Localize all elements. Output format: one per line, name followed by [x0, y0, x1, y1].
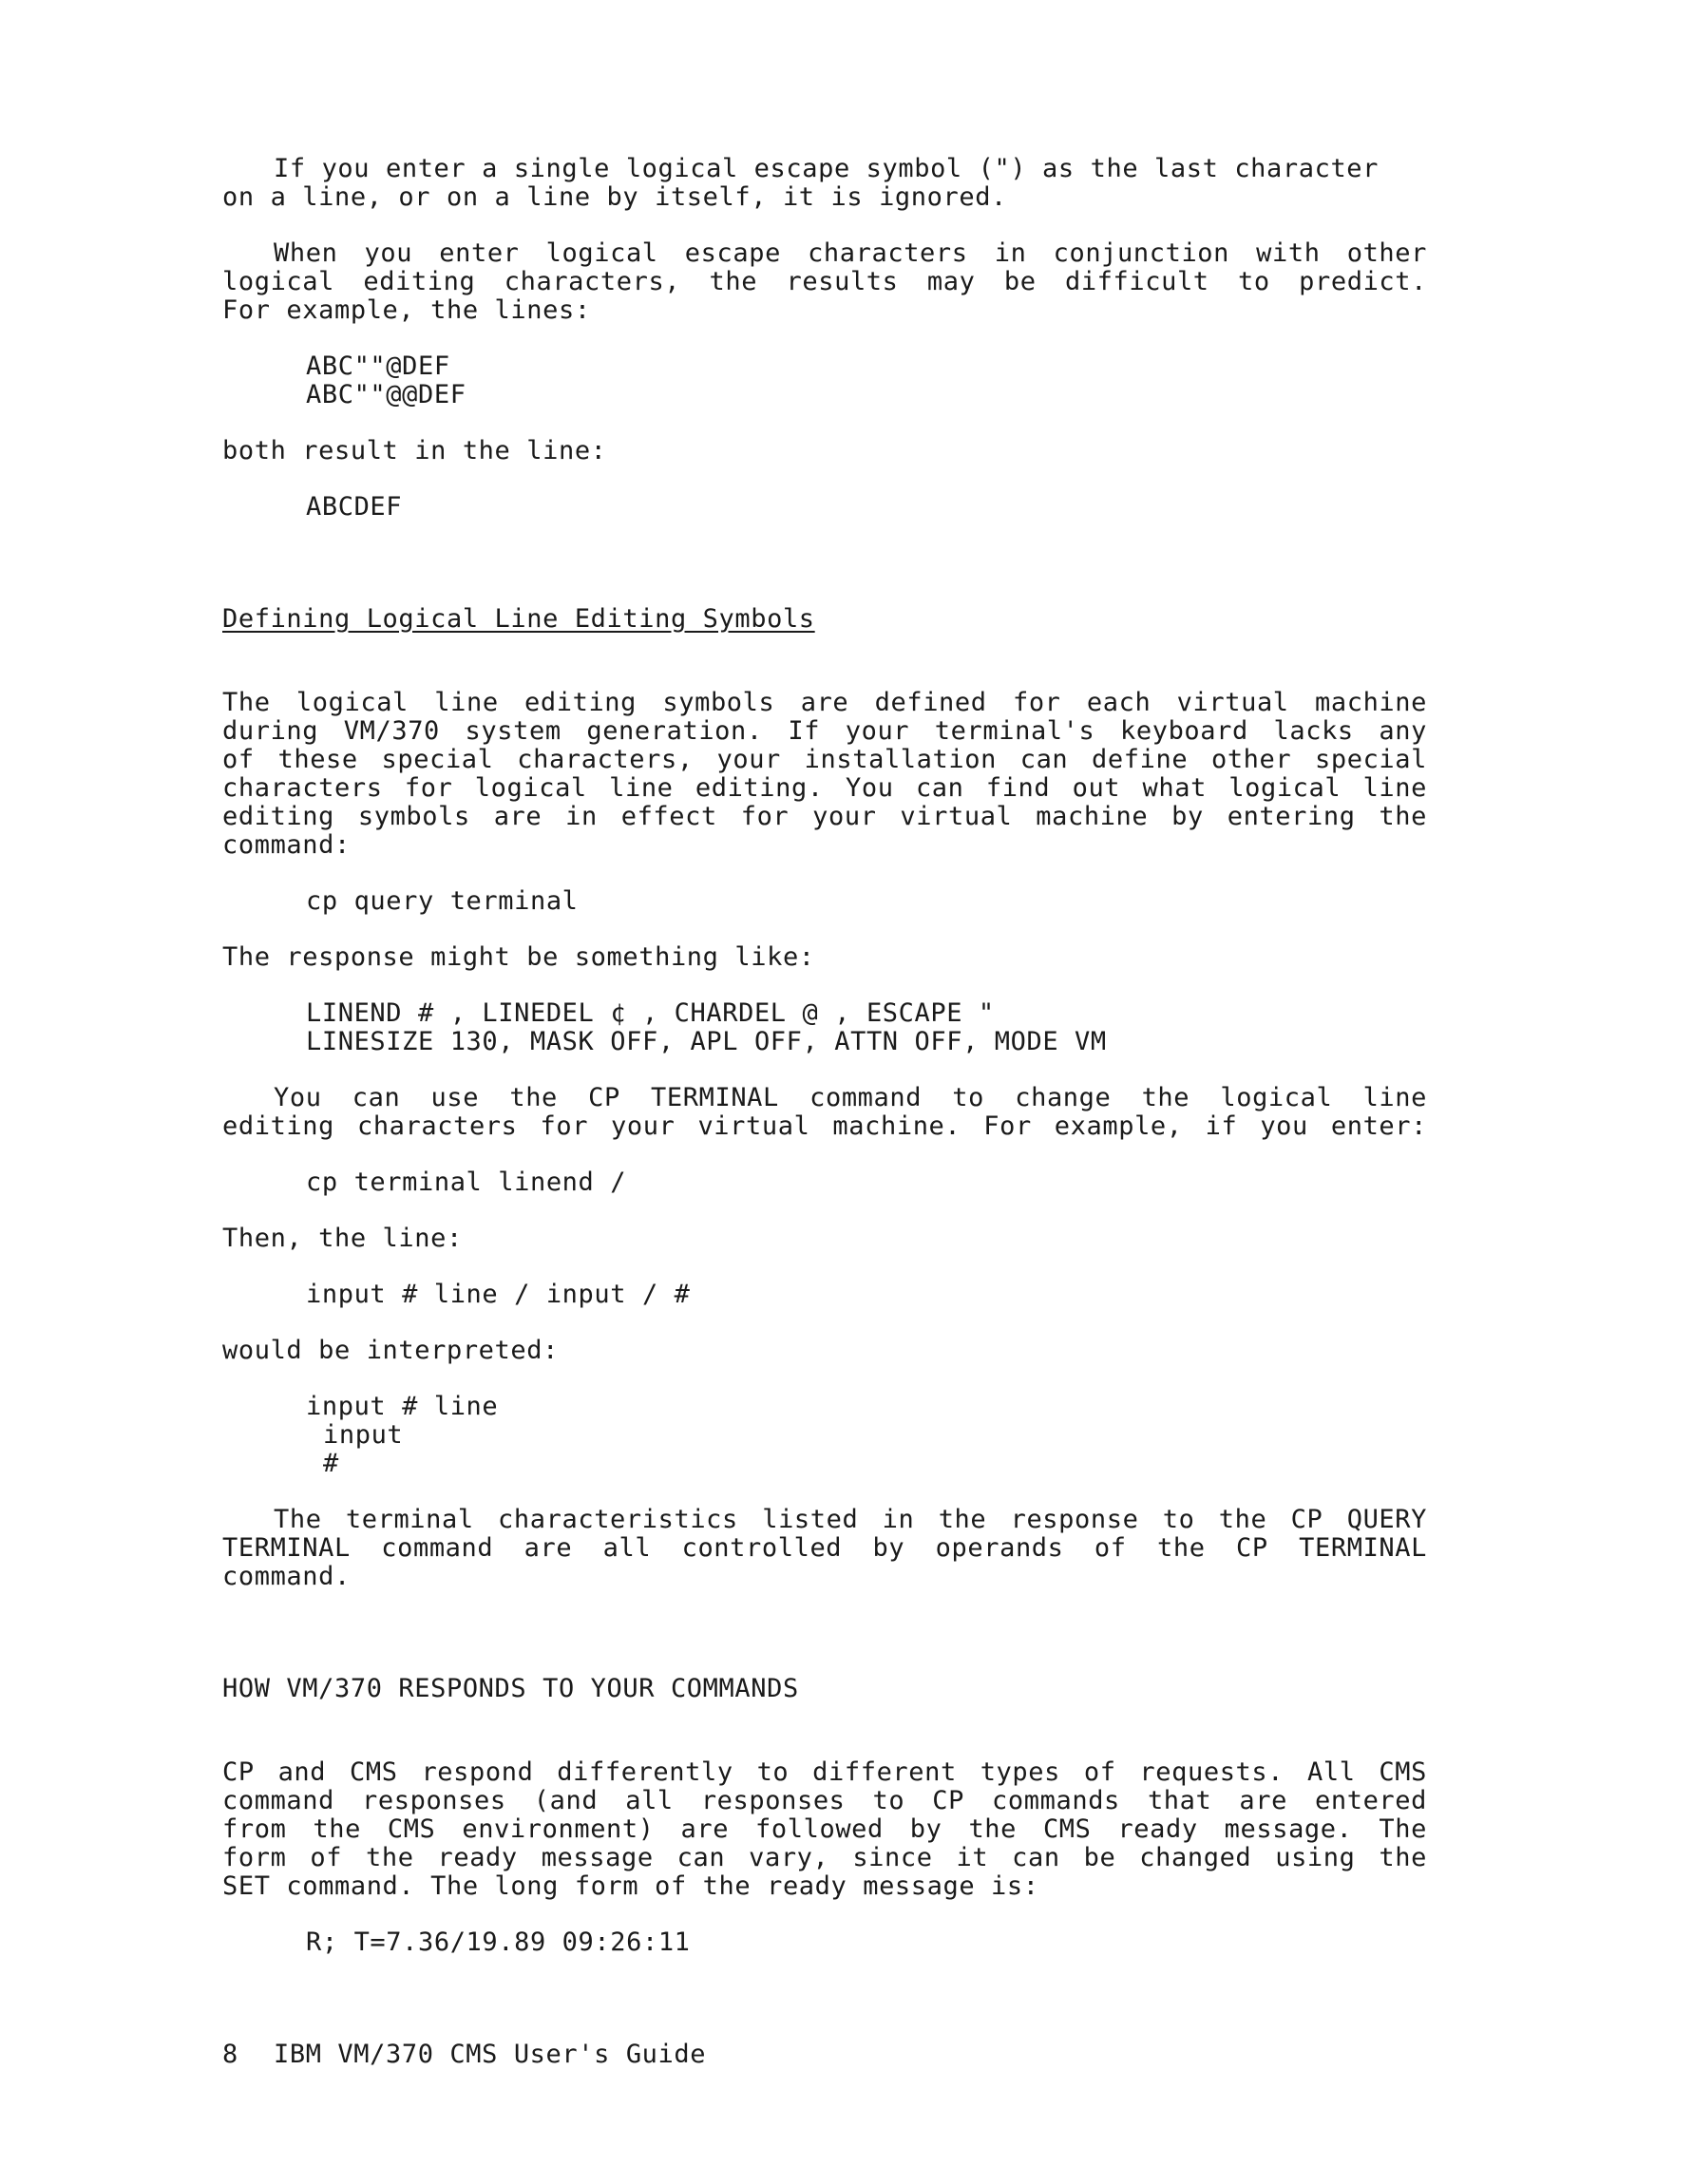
- body-text: on a line, or on a line by itself, it is ignored.: [222, 182, 1007, 212]
- body-text: For example, the lines:: [222, 295, 591, 325]
- code-example: input # line / input / #: [306, 1280, 691, 1309]
- body-text: Then, the line:: [222, 1224, 463, 1253]
- body-text: When you enter logical escape characters in conjunction with other: [274, 238, 1427, 268]
- code-example: ABC""@DEF: [306, 351, 450, 381]
- code-example: R; T=7.36/19.89 09:26:11: [306, 1928, 691, 1957]
- footer-title: IBM VM/370 CMS User's Guide: [274, 2040, 707, 2069]
- section-heading: HOW VM/370 RESPONDS TO YOUR COMMANDS: [222, 1674, 799, 1703]
- code-example: cp terminal linend /: [306, 1168, 627, 1197]
- body-text: The terminal characteristics listed in the response to the CP QUERY: [274, 1505, 1427, 1534]
- body-text: command.: [222, 1562, 351, 1591]
- body-text: The response might be something like:: [222, 942, 815, 972]
- code-example: #: [323, 1449, 339, 1478]
- section-heading: Defining Logical Line Editing Symbols: [222, 604, 815, 634]
- body-text: form of the ready message can vary, since it can be changed using the: [222, 1843, 1427, 1872]
- code-example: input: [323, 1420, 404, 1450]
- code-example: input # line: [306, 1392, 499, 1421]
- code-example: ABC""@@DEF: [306, 380, 466, 409]
- body-text: editing symbols are in effect for your virtual machine by entering the: [222, 802, 1427, 831]
- code-example: LINESIZE 130, MASK OFF, APL OFF, ATTN OFF, MODE VM: [306, 1027, 1107, 1056]
- body-text: logical editing characters, the results may be difficult to predict.: [222, 267, 1427, 296]
- body-text: SET command. The long form of the ready message is:: [222, 1871, 1039, 1901]
- code-example: cp query terminal: [306, 886, 579, 916]
- code-example: ABCDEF: [306, 492, 403, 522]
- body-text: command responses (and all responses to CP commands that are entered: [222, 1786, 1427, 1815]
- body-text: both result in the line:: [222, 436, 607, 465]
- body-text: from the CMS environment) are followed by the CMS ready message. The: [222, 1814, 1427, 1844]
- body-text: of these special characters, your installation can define other special: [222, 745, 1427, 774]
- body-text: command:: [222, 830, 351, 860]
- body-text: TERMINAL command are all controlled by operands of the CP TERMINAL: [222, 1533, 1427, 1563]
- body-text: You can use the CP TERMINAL command to change the logical line: [274, 1083, 1427, 1112]
- page-number: 8: [222, 2040, 238, 2069]
- body-text: The logical line editing symbols are defined for each virtual machine: [222, 688, 1427, 717]
- body-text: CP and CMS respond differently to different types of requests. All CMS: [222, 1757, 1427, 1787]
- body-text: If you enter a single logical escape symbol (") as the last character: [274, 154, 1380, 183]
- code-example: LINEND # , LINEDEL ¢ , CHARDEL @ , ESCAPE ": [306, 998, 995, 1028]
- body-text: characters for logical line editing. You can find out what logical line: [222, 773, 1427, 803]
- body-text: would be interpreted:: [222, 1336, 559, 1365]
- body-text: editing characters for your virtual machine. For example, if you enter:: [222, 1111, 1427, 1141]
- body-text: during VM/370 system generation. If your terminal's keyboard lacks any: [222, 716, 1427, 746]
